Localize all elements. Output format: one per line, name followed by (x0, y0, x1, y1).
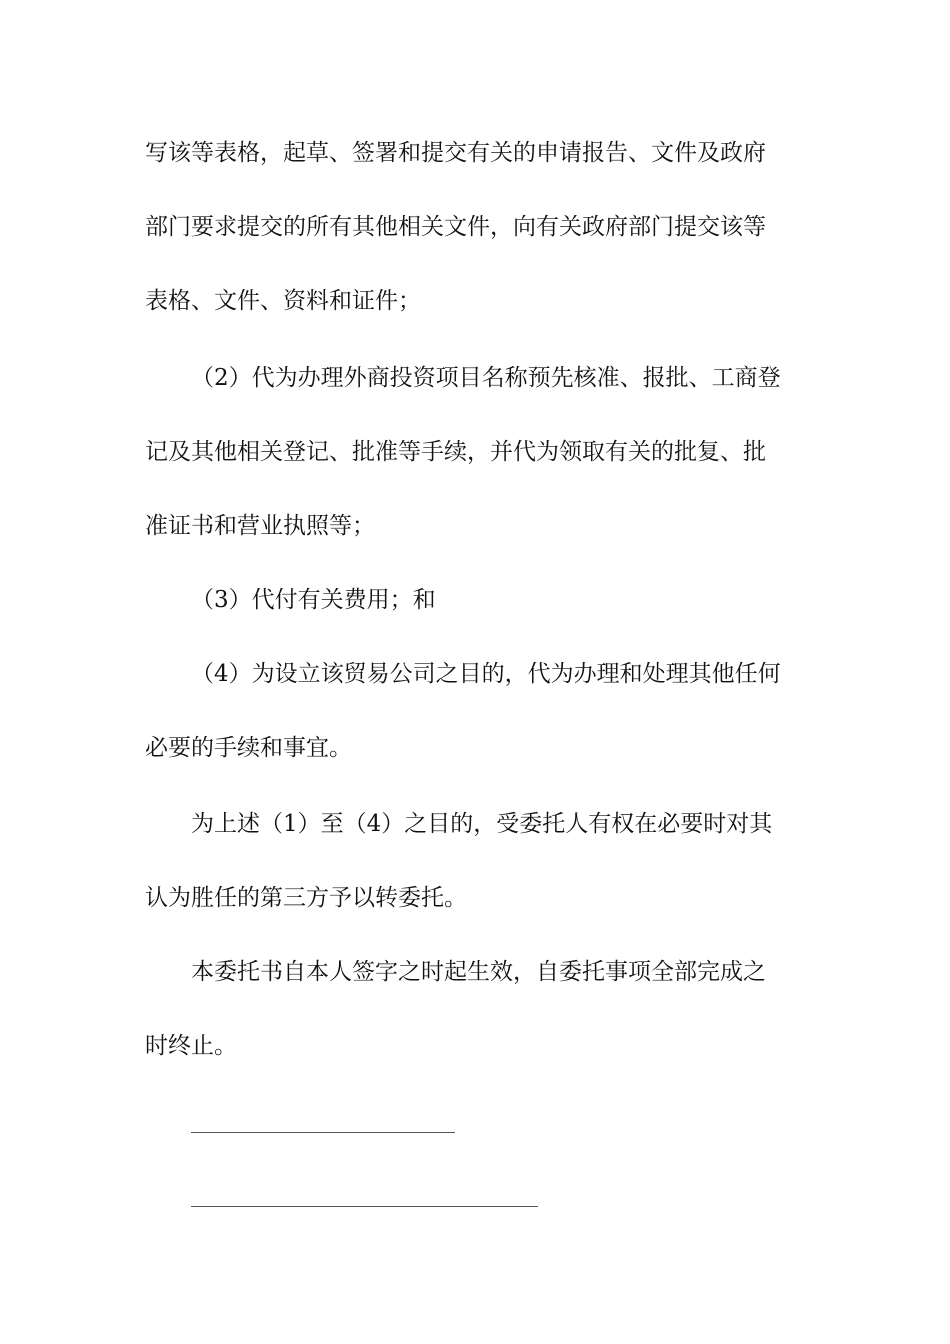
subdelegation-line-1: 为上述（1）至（4）之目的，受委托人有权在必要时对其 (191, 811, 773, 837)
item-4-line-2: 必要的手续和事宜。 (145, 735, 352, 761)
item-2-line-2: 记及其他相关登记、批准等手续，并代为领取有关的批复、批 (145, 439, 766, 465)
subdelegation-line-2: 认为胜任的第三方予以转委托。 (145, 885, 467, 911)
item-2-line-1: （2）代为办理外商投资项目名称预先核准、报批、工商登 (191, 365, 781, 391)
item-4-line-1: （4）为设立该贸易公司之目的，代为办理和处理其他任何 (191, 661, 781, 687)
paragraph-line-1: 写该等表格，起草、签署和提交有关的申请报告、文件及政府 (145, 140, 766, 166)
paragraph-line-3: 表格、文件、资料和证件； (145, 288, 421, 314)
paragraph-line-2: 部门要求提交的所有其他相关文件，向有关政府部门提交该等 (145, 214, 766, 240)
item-3-line-1: （3）代付有关费用；和 (191, 587, 436, 613)
signature-line-1 (191, 1132, 455, 1133)
effect-line-1: 本委托书自本人签字之时起生效，自委托事项全部完成之 (191, 959, 766, 985)
effect-line-2: 时终止。 (145, 1033, 237, 1059)
item-2-line-3: 准证书和营业执照等； (145, 513, 375, 539)
signature-line-2 (191, 1206, 538, 1207)
